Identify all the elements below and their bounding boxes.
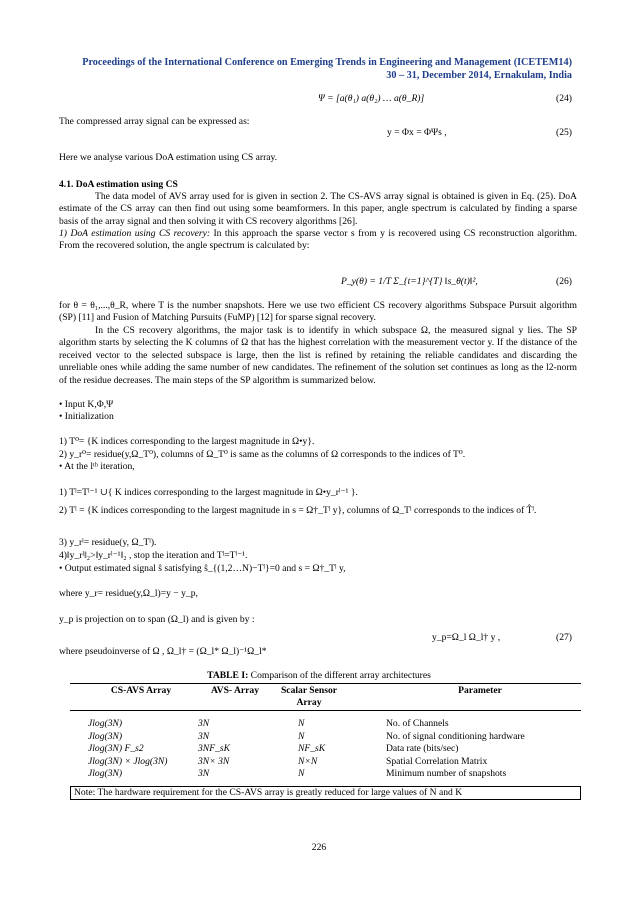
table-header-parameter: Parameter — [458, 685, 502, 696]
table-header-avs: AVS- Array — [210, 685, 260, 696]
equation-26-number: (26) — [556, 276, 572, 287]
table-cell: N — [298, 768, 305, 779]
step-init-1: 1) T⁰= {K indices corresponding to the largest magnitude in Ω•y}. — [59, 436, 315, 447]
table-header-cs-avs: CS-AVS Array — [110, 685, 172, 696]
paragraph-compressed: The compressed array signal can be expressed as: — [59, 116, 250, 127]
table-caption — [0, 670, 638, 682]
step-input: • Input K,Φ,Ψ — [59, 399, 114, 410]
paragraph-pseudoinverse: where pseudoinverse of Ω , Ω_l† = (Ω_l* Ω_l)⁻¹Ω_l* — [59, 646, 267, 657]
table-cell: N×N — [298, 755, 318, 767]
step-iter-4: 4)‖y_rˡ‖₂>‖y_rˡ⁻¹‖₂ , stop the iteration and Tˡ=Tˡ⁻¹. — [59, 550, 248, 561]
paragraph-for-theta: for θ = θ₁,...,θ_R, where T is the number snapshots. Here we use two efficient CS recovery algorithms Subspace Pursuit algorithm (SP) [11] and Fusion of Matching Pursuits (FuMP) [12] for sparse signal recovery. — [59, 300, 577, 324]
step-init-2: 2) y_r⁰= residue(y,Ω_T⁰), columns of Ω_T⁰ is same as the columns of Ω corresponds to the indices of T⁰. — [59, 449, 466, 460]
table-cell: 3N — [198, 718, 210, 729]
equation-24-text: Ψ = [a(θ₁) a(θ₂) … a(θ_R)] — [318, 93, 425, 104]
table-cell: Jlog(3N) × Jlog(3N) — [88, 755, 168, 767]
equation-25 — [387, 127, 447, 139]
table-cell: 3N — [198, 768, 210, 779]
section-heading: 4.1. DoA estimation using CS — [59, 179, 178, 190]
table-cell: No. of Channels — [386, 718, 449, 729]
table-note: Note: The hardware requirement for the CS-AVS array is greatly reduced for large values of N and K — [74, 787, 463, 798]
paragraph-cs-recovery-title: 1) DoA estimation using CS recovery: — [59, 228, 211, 239]
table-caption-text: Comparison of the different array architectures — [248, 670, 431, 681]
table-cell: 3N — [198, 730, 210, 742]
step-iter-1: 1) Tˡ=Tˡ⁻¹ ∪{ K indices corresponding to the largest magnitude in Ω•y_rˡ⁻¹ }. — [59, 487, 358, 498]
table-cell: Spatial Correlation Matrix — [386, 755, 488, 767]
table-cell: NF_sK — [298, 743, 326, 754]
paragraph-cs-recovery — [59, 228, 577, 253]
equation-27-text: y_p=Ω_l Ω_l† y , — [432, 632, 501, 643]
table-note-left-border — [70, 786, 71, 800]
step-at-iteration: • At the lᵗʰ iteration, — [59, 461, 135, 472]
step-iter-3: 3) y_rˡ= residue(y, Ω_Tˡ). — [59, 537, 157, 548]
table-cell: Jlog(3N) — [88, 718, 123, 729]
page-number: 226 — [311, 842, 327, 853]
table-cell: N — [298, 718, 305, 729]
table-cell: Jlog(3N) F_s2 — [88, 743, 144, 754]
equation-25-number: (25) — [556, 127, 572, 138]
table-caption-label: TABLE I: — [207, 670, 249, 681]
equation-27-number: (27) — [556, 632, 572, 643]
table-cell: 3N× 3N — [198, 755, 230, 767]
table-header-scalar: Scalar Sensor Array — [280, 685, 338, 708]
equation-26-text: P_y(θ) = 1/T Σ_{t=1}^{T} ‖s_θ(t)‖², — [341, 276, 478, 287]
table-cell: 3NF_sK — [198, 743, 230, 754]
equation-24 — [318, 93, 424, 105]
equation-24-number: (24) — [556, 93, 572, 104]
step-output: • Output estimated signal ŝ satisfying ŝ_{(1,2…N)−Tˡ}=0 and s = Ω†_Tˡ y, — [59, 563, 346, 574]
paragraph-data-model: The data model of AVS array used for is given in section 2. The CS-AVS array signal is obtained is given in Eq. (25). DoA estimate of the CS array can then find out using some beamformers. In this paper, angle spectrum is calculated by finding a sparse basis of the array signal and then solving it with CS recovery algorithms [26]. — [59, 191, 577, 227]
conference-header-line1: Proceedings of the International Conference on Emerging Trends in Engineering and Management (ICETEM14) — [82, 57, 572, 68]
step-iter-2: 2) Tˡ = {K indices corresponding to the largest magnitude in s = Ω†_Tˡ y}, columns of Ω_Tˡ corresponds to the indices of T̂ˡ. — [59, 505, 537, 516]
paragraph-projection: y_p is projection on to span (Ω_l) and is given by : — [59, 614, 255, 625]
conference-header-line2: 30 – 31, December 2014, Ernakulam, India — [386, 70, 572, 81]
table-cell: Minimum number of snapshots — [386, 768, 507, 779]
table-note-right-border — [580, 786, 581, 800]
paragraph-cs-recovery-body: In this approach the sparse vector s from y is recovered using CS reconstruction algorithm. From the recovered solution, the angle spectrum is calculated by: — [59, 228, 577, 252]
paragraph-sp-algorithm: In the CS recovery algorithms, the major task is to identify in which subspace Ω, the measured signal y lies. The SP algorithm starts by selecting the K columns of Ω that has the highest correlation with the measurement vector y. If the distance of the received vector to the selected subspace is large, then the list is refined by retaining the reliable candidates and discarding the unreliable ones while adding the same number of new candidates. The refinement of the solution set continues as long as the l2-norm of the residue decreases. The main steps of the SP algorithm is summarized below. — [59, 325, 577, 386]
table-header-rule — [70, 710, 581, 711]
equation-25-text: y = Φx = ΦΨs , — [387, 127, 447, 138]
step-initialization: • Initialization — [59, 411, 114, 422]
equation-26 — [341, 276, 478, 288]
paragraph-where-residue: where y_r= residue(y,Ω_l)=y − y_p, — [59, 588, 198, 599]
paragraph-analyse: Here we analyse various DoA estimation using CS array. — [59, 152, 278, 163]
table-cell: Jlog(3N) — [88, 768, 123, 779]
table-cell: Jlog(3N) — [88, 730, 123, 742]
table-cell: Data rate (bits/sec) — [386, 743, 459, 754]
table-top-rule — [70, 683, 581, 684]
table-cell: No. of signal conditioning hardware — [386, 730, 525, 742]
equation-27 — [432, 632, 500, 644]
table-cell: N — [298, 730, 305, 742]
